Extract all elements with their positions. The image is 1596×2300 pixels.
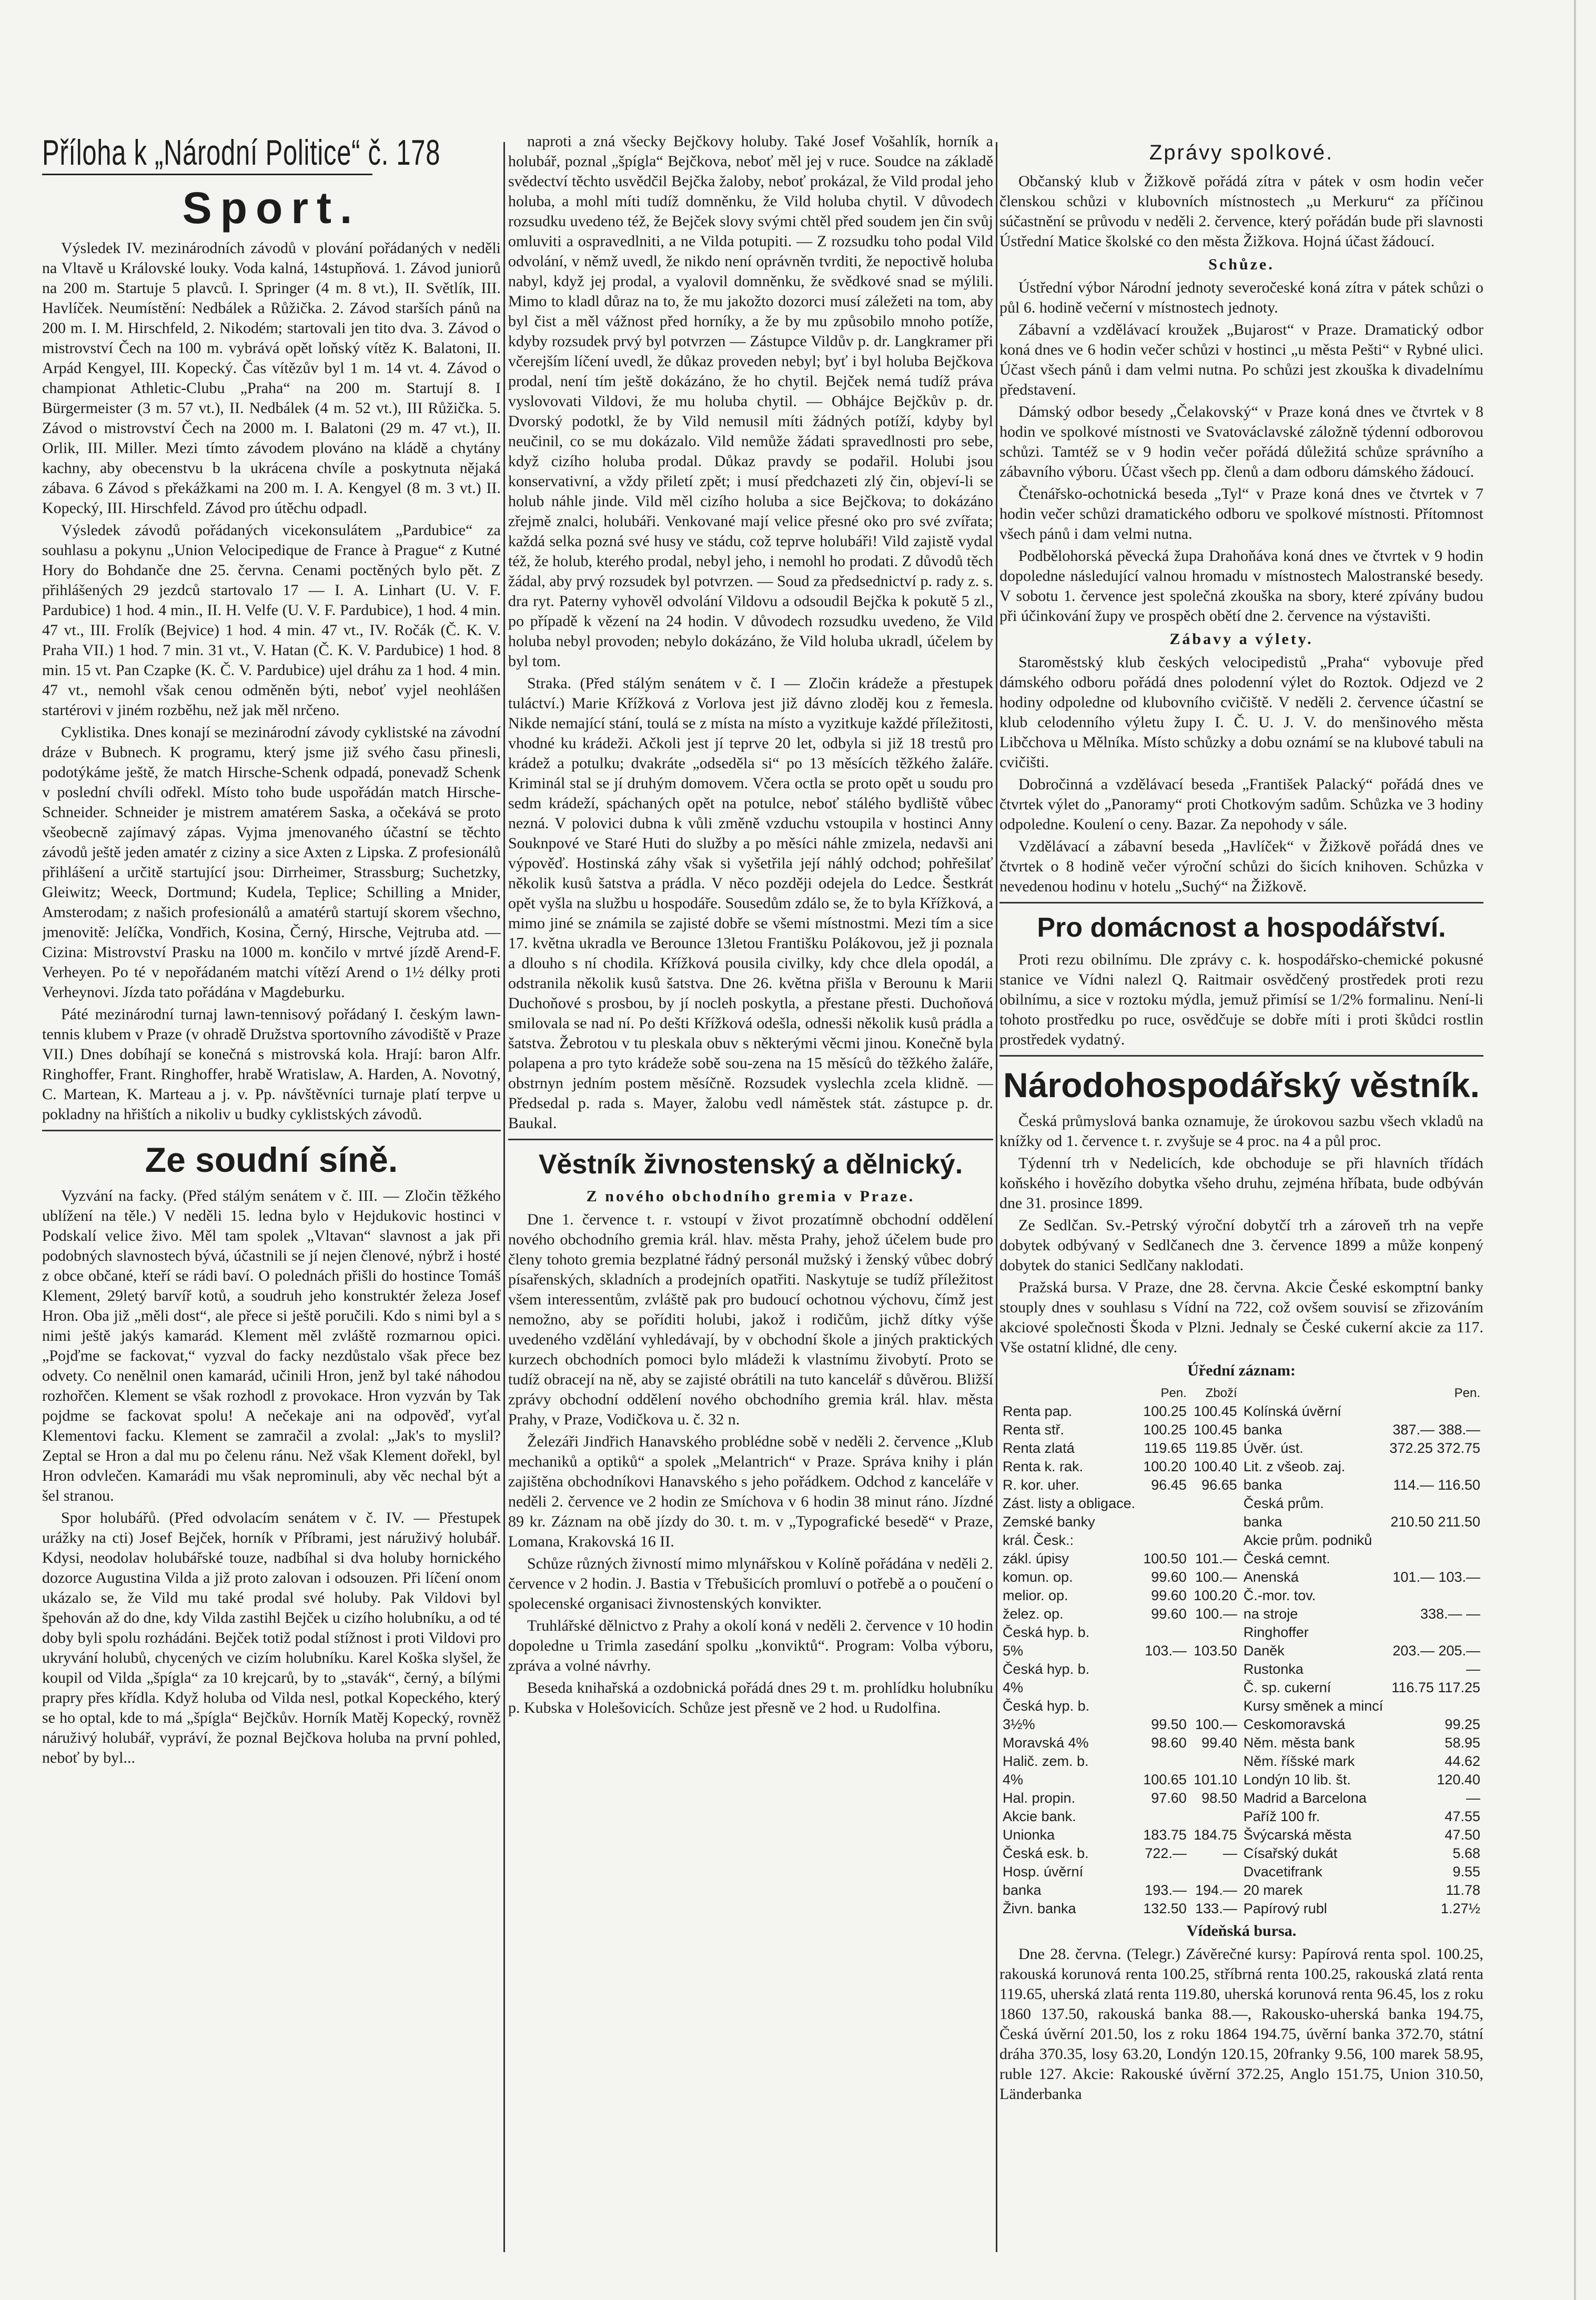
trades-paragraph: Truhlářské dělnictvo z Prahy a okolí koná v neděli 2. července v 10 hodin dopoledne u Trimla zasedání spolku „konviktů“. Program: Volba výboru, zpráva a volné návrhy.: [508, 1617, 993, 1674]
stock-cell: Madrid a Barcelona: [1243, 1790, 1367, 1806]
stock-cell: [1190, 1863, 1240, 1881]
stock-row: [999, 1807, 1483, 1826]
stock-cell: Ringhoffer: [1243, 1624, 1309, 1640]
court-continued: naproti a zná všecky Bejčkovy holuby. Také Josef Vošahlík, horník a holubář, poznal „špígla“ Bejčkova, neboť měl jej v ruce. Soudce na základě svědectví těchto usvědčil Bejčka žaloby, neboť prokázal, že Vild prodal jeho holuba, a mohl míti tudíž domněnku, že Vild holuba chytil. V důvodech rozsudku uvedeno též, že Bejček slovy svými chtěl před soudem jen čin svůj omluviti a ospravedlniti, a ne Vilda potupiti. — Z rozsudku toho podal Vild odvolání, v němž uvedl, že nikdo není oprávněn tvrditi, že nepoctivě holuba nabyl, když jej prodal, a vyalovil domněnku, že svědkové snad se mýlili. Mimo to kladl důraz na to, že mu jakožto dozorci musí záležeti na tom, aby byl čist a měl vážnost před horníky, a že by mu způsobilo mnoho potíže, kdyby rozsudek prvý byl potvrzen — Zástupce Vildův p. dr. Langkramer při včerejším líčení uvedl, že důkaz proveden nebyl; byť i byl holuba Bejčkova prodal, není tím ještě dokázáno, že ho chytil. Bejček nemá tudíž práva vyslovovati Vildovi, že mu holuba chytil. — Obhájce Bejčkův p. dr. Dvorský podotkl, že by Vild nemusil míti žádných potíží, kdyby byl neučinil, co se mu dokázalo. Vild nemůže žádati spravedlnosti pro sebe, když cizího holuba prodal. Důkaz pravdy se podařil. Holubi jsou konservativní, a vždy přiletí zpět; i musí předchazeti zlý čin, objeví-li se holub náhle jinde. Vild měl cizího holuba a sice Bejčkova; to dokázáno zřejmě znalci, holubáři. Venkované mají velice přesné oko pro své zvířata; každá selka pozná své husy ve stádu, což teprve holubáři! Vild zajistě vydal též, že holub, kterého prodal, nebyl jeho, i nemohl ho prodati. Z důvodů těch žádal, aby prvý rozsudek byl potvrzen. — Soud za předsednictví p. rady z. s. dra ryt. Paterny vyhověl odvolání Vildovu a odsoudil Bejčka k pokutě 5 zl., po případě k vězení na 24 hodin. V důvodech rozsudku uvedeno, že Vild holuba nebyl provoden; nebylo dokázáno, že Vild holuba ukradl, účelem by byl tom.: [508, 133, 993, 670]
stock-cell: 99.50: [1151, 1716, 1187, 1732]
stock-cell: 194.—: [1195, 1882, 1237, 1898]
stock-row: [999, 1900, 1483, 1918]
stock-cell: Renta k. rak.: [1003, 1459, 1084, 1474]
stock-cell: 100.45: [1194, 1422, 1237, 1438]
stock-cell: 100.20: [1143, 1459, 1187, 1474]
stock-cell: 100.25: [1143, 1422, 1187, 1438]
stock-cell: 103.50: [1194, 1643, 1237, 1659]
stock-cell: 119.65: [1144, 1440, 1187, 1456]
stock-cell: 101.10: [1194, 1772, 1237, 1787]
stock-cell: 210.50 211.50: [1390, 1514, 1480, 1530]
stock-cell: 133.—: [1195, 1901, 1237, 1916]
stock-cell: [1190, 1623, 1240, 1642]
stock-cell: komun. op.: [1003, 1569, 1073, 1585]
stock-cell: na stroje: [1243, 1606, 1298, 1622]
stock-cell: 9.55: [1452, 1864, 1480, 1880]
stock-cell: Kolínská úvěrní: [1243, 1403, 1341, 1419]
stock-cell: 11.78: [1446, 1882, 1480, 1898]
col-header-zbozi: Zboží: [1205, 1386, 1237, 1400]
trades-title: Věstník živnostenský a dělnický.: [538, 1149, 963, 1180]
stock-cell: Česká esk. b.: [1003, 1845, 1089, 1861]
stock-cell: Česká cemnt.: [1243, 1551, 1330, 1566]
stock-row: [999, 1476, 1483, 1494]
stock-cell: Renta stř.: [1003, 1422, 1065, 1438]
stock-cell: [1139, 1660, 1190, 1679]
stock-cell: 99.40: [1201, 1735, 1237, 1751]
sport-paragraph: Výsledek IV. mezinárodních závodů v plování pořádaných v neděli na Vltavě u Královské louky. Voda kalná, 14stupňová. 1. Závod juniorů na 200 m. Startuje 5 plavců. I. Springer (4 m. 8 vt.), II. Světlík, III. Havlíček. Neumístění: Nedbálek a Růžička. 2. Závod starších pánů na 200 m. I. M. Hirschfeld, 2. Nikodém; startovali jen tito dva. 3. Závod o mistrovství Čech na 100 m. vybrává opět loňský vítěz K. Balatoni, II. Arpád Kengyel, III. Kopecký. Čas vítězův byl 1 m. 14 vt. 4. Závod o championat Athletic-Clubu „Praha“ na 200 m. Startují 8. I Bürgermeister (3 m. 57 vt.), II. Nedbálek (4 m. 52 vt.), III Růžička. 5. Závod o mistrovství Čech na 2000 m. I. Balatoni (29 m. 47 vt.), II. Orlik, III. Miller. Mezi tímto závodem plováno na kládě a chytány kachny, aby obecenstvu b la ukrácena chvíle a poskytnuta nějaká zábava. 6 Závod s překážkami na 200 m. I. A. Kengyel (8 m. 3 vt.) II. Kopecký, III. Hirschfeld. Závod pro útěchu odpadl.: [42, 239, 501, 517]
stock-row: [999, 1623, 1483, 1642]
trip-item: Staroměstský klub českých velocipedistů „Praha“ vybovuje před dámského odboru pořádá dnes polodenní výlet do Roztok. Odjezd ve 2 hodiny odpoledne od klubovního cvičiště. V neděli 2. července účastní se klub celodenního výletu župy I. Č. U. J. V. do menšinového města Libčchova u Mělníka. Místo schůzky a dobu oznámí se na klubové tabuli na cvičišti.: [999, 654, 1483, 771]
stock-cell: 101.— 103.—: [1392, 1569, 1480, 1585]
stock-cell: Živn. banka: [1003, 1901, 1076, 1916]
stock-cell: [1139, 1679, 1190, 1697]
stock-cell: 98.50: [1201, 1790, 1237, 1806]
stock-row: [999, 1550, 1483, 1568]
stock-cell: 99.60: [1151, 1569, 1187, 1585]
stock-cell: Č. sp. cukerní: [1243, 1680, 1331, 1695]
stock-cell: R. kor. uher.: [1003, 1477, 1079, 1493]
stock-cell: [1386, 1550, 1483, 1568]
stock-row: [999, 1697, 1483, 1715]
column-rule: [996, 142, 997, 2252]
separator: [42, 1130, 501, 1131]
supplement-title: Příloha k „Národní Politice“ č. 178: [42, 132, 372, 175]
stock-cell: Londýn 10 lib. št.: [1243, 1772, 1351, 1787]
stock-row: [999, 1421, 1483, 1439]
stock-row: [999, 1844, 1483, 1863]
stock-cell: banka: [1243, 1422, 1282, 1438]
stock-cell: 387.— 388.—: [1392, 1422, 1480, 1438]
stock-cell: [1139, 1494, 1190, 1513]
stock-cell: Lit. z všeob. zaj.: [1243, 1459, 1346, 1474]
stock-cell: [1190, 1697, 1240, 1715]
stock-cell: 44.62: [1445, 1753, 1480, 1769]
stock-cell: Renta pap.: [1003, 1403, 1073, 1419]
economy-paragraph: Ze Sedlčan. Sv.-Petrský výroční dobytčí trh a zároveň trh na vepře dobytek odbývaný v Sedlčanech dne 3. července 1899 a může konpený dobytek do stanici Sedlčany naklodati.: [999, 1217, 1483, 1274]
page-edge: [1574, 0, 1576, 2300]
stock-row: [999, 1752, 1483, 1771]
stock-cell: Renta zlatá: [1003, 1440, 1075, 1456]
stock-cell: Úvěr. úst.: [1243, 1440, 1304, 1456]
stock-cell: 103.—: [1145, 1643, 1187, 1659]
stock-row: [999, 1771, 1483, 1789]
stock-cell: Dvacetifrank: [1243, 1864, 1322, 1880]
court-paragraph: Spor holubářů. (Před odvolacím senátem v č. IV. — Přestupek urážky na cti) Josef Bejček, horník v Příbrami, jest náruživý holubář. Kdysi, neodolav holubářské touze, nadbíhal si dva holuby hornického dozorce Augustina Vilda a již proto zalovan i odsouzen. Při líčení onom ukázalo se, že Vild mu také prodal své holuby. Pak Vildovi byl špehován až do dne, kdy Vilda zastihl Bejček u cizího holubníku, a od té doby byli spolu rozhádáni. Bejček totiž podal stížnost i proti Vildovi pro ukryvání holubů, chycených ve cizím holubníku. Karel Koška slyšel, že koupil od Vilda „špígla“ za 10 krejcarů, by to „stavák“, černý, a bílými prapry přes křídla. Když holuba od Vilda nesl, potkal Kopeckého, který se ho optal, kde to má „špígla“ Bejčkův. Horník Matěj Kopecký, rovněž náruživý holubář, vypráví, že poznal Bejčkova holuba na první pohled, neboť by byl...: [42, 1509, 501, 1766]
trades-paragraph: Železáři Jindřich Hanavského problédne sobě v neděli 2. července „Klub mechaniků a optiků“ a spolek „Melantrich“ v Praze. Správa knihy i plán zajištěna obchodníkovi Hanavského s jeho pořádkem. Odchod z kanceláře v neděli 2. července ve 2 hodin ze Smíchova v 6 hodin 38 minut ráno. Jízdné 89 kr. Záznam na obě jízdy do 30. t. m. v „Typografické besedě“ v Praze, Lomana, Krakovská 16 II.: [508, 1433, 993, 1550]
meeting-item: Ústřední výbor Národní jednoty severočeské koná zítra v pátek schůzi o půl 6. hodině večerní v místnostech jednoty.: [999, 279, 1483, 316]
stock-row: [999, 1402, 1483, 1421]
stock-cell: 100.45: [1194, 1403, 1237, 1419]
stock-cell: 20 marek: [1243, 1882, 1303, 1898]
stock-cell: Něm. města bank: [1243, 1735, 1355, 1751]
economy-paragraph: Česká průmyslová banka oznamuje, že úrokovou sazbu všech vkladů na knížky od 1. července t. r. zvyšuje se 4 proc. na 4 a půl proc.: [999, 1112, 1483, 1150]
stock-cell: Moravská 4%: [1003, 1735, 1089, 1751]
stock-row: [999, 1642, 1483, 1660]
stock-cell: 101.—: [1195, 1551, 1237, 1566]
stock-cell: Česká hyp. b.: [1003, 1698, 1090, 1714]
stock-cell: [1386, 1494, 1483, 1513]
stock-cell: 116.75 117.25: [1391, 1680, 1480, 1695]
stock-cell: Kursy směnek a mincí: [1243, 1698, 1383, 1714]
trades-paragraph: Schůze různých živností mimo mlynářskou v Kolíně pořádána v neděli 2. července v 2 hodin. J. Bastia v Třebušicích promluví o potřebě a o poučení o spolecenské organisaci živnostenských konvikter.: [508, 1555, 993, 1612]
sport-paragraph: Cyklistika. Dnes konají se mezinárodní závody cyklistské na závodní dráze v Bubnech. K programu, který jsme již svého času přinesli, podotýkáme ještě, že match Hirsche-Schenk odpadá, ponevadž Schenk v poslední chvíli odřekl. Místo toho bude uspořádán match Hirsche-Schneider. Schneider je mistrem amatérem Saska, a očekává se proto všeobecně zajímavý zápas. Vyjma jmenovaného účastní se těchto závodů ještě jeden amatér z ciziny a sice Axten z Lipska. Z profesionálů přihlášení a určitě startující jsou: Dirrheimer, Strassburg; Suchetzky, Gleiwitz; Weeck, Dortmund; Kudela, Teplice; Schilling a Mnider, Amsterodam; z našich profesionálů a amatérů startují skorem všechno, jmenovitě: Jelíčka, Vondřich, Kosina, Černý, Hirsche, Vejtruba atd. — Cizina: Mistrovství Prasku na 1000 m. končilo v mrtvé jízdě Arend-F. Verheyen. Po té v nepořádaném matchi vítězí Arend o 1½ délky proti Verheynovi. Jízda tato pořádána v Magdeburku.: [42, 724, 501, 1001]
trades-subhead: Z nového obchodního gremia v Praze.: [586, 1188, 915, 1205]
stock-cell: —: [1223, 1845, 1237, 1861]
trips-title: Zábavy a výlety.: [1169, 630, 1314, 648]
economy-paragraph: Týdenní trh v Nedelicích, kde obchoduje se při hlavních třídách koňského i hovězího dobytka všeho druhu, zejména hříbata, bude odbýván dne 31. prosince 1899.: [999, 1154, 1483, 1212]
stock-cell: banka: [1243, 1477, 1282, 1493]
stock-cell: 184.75: [1194, 1827, 1237, 1843]
stock-table: [999, 1384, 1483, 1918]
stock-row: [999, 1605, 1483, 1623]
stock-cell: 100.65: [1143, 1772, 1187, 1787]
trades-paragraph: Dne 1. července t. r. vstoupí v život prozatímně obchodní oddělení nového obchodního gremia král. hlav. města Prahy, jehož účelem bude pro členy tohoto gremia bezplatné řádný personál mužský i ženský vůbec dobrý písařenských, skladních a prodejních opatřiti. Naskytuje se tudíž příležitost všem interessentům, zvláště pak pro budoucí ochotnou výchovu, čímž jest nemožno, aby se poříditi holubi, jakož i rodičům, jichž dítky výše uvedeného vzdělání vyhledávají, by v obchodní škole a jiných praktických kurzech obchodních pomoci bylo mládeži k vlastnímu živobytí. Proto se tudíž obracejí na ně, aby se zajisté obrátili na tuto kancelář s důvěrou. Bližší zprávy obchodní oddělení nového obchodního gremia král. hlav. města Prahy, v Praze, Vodičkova u. č. 32 n.: [508, 1211, 993, 1428]
stock-cell: Něm. říšské mark: [1243, 1753, 1355, 1769]
stock-cell: 5%: [1003, 1643, 1024, 1659]
economy-paragraph: Pražská bursa. V Praze, dne 28. června. Akcie České eskomptní banky stouply dnes v souhlasu s Vídní na 722, což ovšem souvisí se zřizováním akciové společnosti Škoda v Plzni. Jednaly se České cukerní akcie za 117. Vše ostatní klidné, dle ceny.: [999, 1279, 1483, 1356]
trades-paragraph: Beseda knihařská a ozdobnická pořádá dnes 29 t. m. prohlídku holubníku p. Kubska v Holešovicích. Schůze jest přesně ve 2 hod. u Rudolfina.: [508, 1679, 993, 1716]
stock-cell: 100.50: [1143, 1551, 1187, 1566]
trip-item: Vzdělávací a zábavní beseda „Havlíček“ v Žižkově pořádá dnes ve čtvrtek o 8 hodině večer výroční schůzi do šicích knihoven. Schůzka v nevedenou hodinu v hotelu „Suchý“ na Žižkově.: [999, 838, 1483, 895]
stock-cell: [1386, 1402, 1483, 1421]
stock-cell: [1139, 1623, 1190, 1642]
meeting-item: Čtenářsko-ochotnická beseda „Tyl“ v Praze koná dnes ve čtvrtek v 7 hodin večer schůzi dramatického odboru ve spolkové místnosti. Přítomnost všech pánů i dam velmi nutna.: [999, 485, 1483, 543]
stock-row: [999, 1863, 1483, 1881]
column-rule: [503, 142, 505, 2252]
stock-cell: zákl. úpisy: [1003, 1551, 1069, 1566]
stock-cell: 203.— 205.—: [1392, 1643, 1480, 1659]
stock-cell: Hosp. úvěrní: [1003, 1864, 1084, 1880]
stock-cell: [1190, 1513, 1240, 1531]
stock-row: [999, 1789, 1483, 1807]
stock-cell: [1139, 1863, 1190, 1881]
stock-cell: 100.40: [1194, 1459, 1237, 1474]
stock-cell: Zemské banky: [1003, 1514, 1095, 1530]
stock-row: [999, 1679, 1483, 1697]
sport-title: Sport.: [182, 183, 361, 233]
stock-cell: Anenská: [1243, 1569, 1299, 1585]
clubs-title: Zprávy spolkové.: [1149, 141, 1334, 164]
stock-cell: [1190, 1752, 1240, 1771]
stock-cell: 1.27½: [1440, 1901, 1480, 1916]
vienna-text: Dne 28. června. (Telegr.) Závěrečné kursy: Papírová renta spol. 100.25, rakouská korunová renta 100.25, stříbrná renta 100.25, rakouská zlatá renta 119.65, uherská zlatá renta 119.80, uherská korunová renta 96.45, los z roku 1860 137.50, rakouská banka 88.—, Rakousko-uherská banka 194.75, Česká úvěrní 201.50, los z roku 1864 194.75, úvěrní banka 372.70, státní dráha 370.35, losy 63.20, Londýn 120.15, 20franky 9.56, 100 marek 58.95, ruble 127. Akcie: Rakouské úvěrní 372.25, Anglo 151.75, Union 310.50, Länderbanka: [999, 1945, 1483, 2103]
court-paragraph: Straka. (Před stálým senátem v č. I — Zločin krádeže a přestupek tuláctví.) Marie Křížková z Vorlova jest již dávno zloděj kou z řemesla. Nikde nemající stání, toulá se z místa na místo a vyzitkuje každé příležitosti, vhodné ku krádeži. Ačkoli jest jí teprve 20 let, odbyla si již 18 trestů pro krádež a potulku; dvakráte „odseděla si“ po 13 měsících těžkého žaláře. Kriminál stal se jí druhým domovem. Včera octla se proto opět u soudu pro sedm krádeží, spáchaných opět na potulce, neboť stálého bydliště vůbec nezná. V polovici dubna k vůli změně vzduchu vstoupila v hostinci Anny Souknpové ve Staré Huti do služby a po měsíci náhle zmizela, nedavši ani výpověď. Hostinská záhy však si vyšetřila její náhlý odchod; pohřešilať několik kusů šatstva a prádla. V něco později odejela do Ledce. Šestkrát opět vyšla na službu u hospodáře. Sousedům zdálo se, že to byla Křížková, a mimo jiné se známila se zajisté dobře se všemi místnostmi. Mezi tím a sice 17. května ukradla ve Berounce 13letou Františku Polákovou, jež ji poznala a dlouho s ní chodila. Křížková pousila civilky, kdy chce dlela opodál, a odstranila několik kusů šatstva. Dne 26. května přišla v Berounu k Marii Duchoňové s prosbou, by jí nocleh poskytla, a přestane přesti. Duchoňová smilovala se nad ní. Po dešti Křížková odešla, odnesši několik kusů prádla a šatstva. Žebrotou v tu pleskala obuv s některými věcmi jinou. Konečně byla polapena a pro tyto krádeže sobě sou-zena na 15 měsíců do těžkého žaláře, obstrnyn jedním postem měsíčně. Rozsudek vyslechla zcela klidně. — Předsedal p. rada s. Mayer, žalobu vedl náměstek stát. zástupce p. dr. Baukal.: [508, 675, 993, 1132]
stock-row: [999, 1458, 1483, 1476]
stock-row: [999, 1586, 1483, 1605]
stock-row: [999, 1660, 1483, 1679]
stock-cell: Akcie bank.: [1003, 1809, 1076, 1824]
stock-cell: [1139, 1513, 1190, 1531]
stock-cell: 100.20: [1194, 1588, 1237, 1603]
stock-row: [999, 1734, 1483, 1752]
stock-row: [999, 1568, 1483, 1586]
meetings-title: Schůze.: [1208, 256, 1275, 273]
stock-cell: 96.65: [1201, 1477, 1237, 1493]
stock-cell: Císařský dukát: [1243, 1845, 1338, 1861]
stock-row: [999, 1826, 1483, 1844]
stock-cell: 183.75: [1143, 1827, 1187, 1843]
stock-cell: [1139, 1531, 1190, 1550]
separator: [508, 1139, 993, 1140]
sport-paragraph: Výsledek závodů pořádaných vicekonsulátem „Pardubice“ za souhlasu a pokynu „Union Velocipedique de France à Prague“ z Kutné Hory do Bohdanče dne 25. června. Cenami poctěných bylo pět. Z přihlášených 29 jezdců startovalo 17 — I. A. Linhart (U. V. F. Pardubice) 1 hod. 4 min., II. H. Velfe (U. V. F. Pardubice), 1 hod. 4 min. 47 vt., III. Frolík (Bejvice) 1 hod. 4 min. 47 vt., IV. Ročák (Č. K. V. Praha VII.) 1 hod. 7 min. 31 vt., V. Hatan (Č. K. V. Pardubice) 1 hod. 8 min. 15 vt. Pan Czapke (K. Č. V. Pardubice) ujel dráhu za 1 hod. 4 min. 47 vt., nemohl však cenou odměněn býti, neboť vyjel neohlášen startérovi v jiném rozběhu, než jak měl nrčeno.: [42, 521, 501, 719]
stock-cell: —: [1466, 1790, 1480, 1806]
stock-cell: [1386, 1623, 1483, 1642]
stock-header-row: [999, 1384, 1483, 1402]
stock-row: [999, 1531, 1483, 1550]
meeting-item: Zábavní a vzdělávací kroužek „Bujarost“ v Praze. Dramatický odbor koná dnes ve 6 hodin večer schůzi v hostinci „u města Pešti“ v Rybné ulici. Účast všech pánů i dam velmi nutna. Po schůzi jest zkouška k divadelnímu představení.: [999, 321, 1483, 398]
stock-cell: 3½%: [1003, 1716, 1035, 1732]
stock-row: [999, 1439, 1483, 1458]
stock-cell: 99.60: [1151, 1588, 1187, 1603]
stock-cell: [1386, 1586, 1483, 1605]
stock-cell: 372.25 372.75: [1389, 1440, 1480, 1456]
stock-cell: melior. op.: [1003, 1588, 1068, 1603]
stock-row: [999, 1881, 1483, 1900]
stock-cell: 119.85: [1195, 1440, 1237, 1456]
stock-cell: Rustonka: [1243, 1661, 1304, 1677]
stock-cell: [1190, 1660, 1240, 1679]
stock-cell: 100.—: [1195, 1569, 1237, 1585]
stock-cell: 47.50: [1445, 1827, 1480, 1843]
economy-title: Národohospodářský věstník.: [1003, 1066, 1480, 1104]
stock-cell: 98.60: [1151, 1735, 1187, 1751]
stock-cell: 114.— 116.50: [1393, 1477, 1480, 1493]
court-paragraph: Vyzvání na facky. (Před stálým senátem v č. III. — Zločin těžkého ublížení na těle.) V neděli 15. ledna bylo v Hejdukovic hostinci v Podskalí velice živo. Měl tam spolek „Vltavan“ slavnost a jak při podobných slavnostech bývá, účastnili se jí nejen členové, nýbrž i hosté z obce občané, kteří se rádi baví. O polednách přišli do hostince Tomáš Klement, 29letý barvíř kotů, a soudruh jeho konstruktér železa Josef Hron. Oba již „měli dost“, ale přece si ještě poručili. Kdo s nimi byl a s nimi ještě jakýs kamarád. Klement měl zvláště rozmarnou opici. „Pojďme se fackovat,“ vyzval do facky nezdůstalo však přece bez odvety. Co nenělnil onen kamarád, učinili Hron, jenž byl také náhodou rozhořčen. Klement se však rozhodl z provokace. Hron vyzván by Tak pojdme se fackovat spolu! A nečekaje ani na odpověď, vyťal Klementovi facku. Klement se zamračil a zvolal: „Jak's to myslil? Zeptal se Hron a dal mu po čelenu ránu. Než však Klement dořekl, byl Hron odvlečen. Kamarádi mu však neprominuli, aby věc nechal být a šel stranou.: [42, 1187, 501, 1504]
household-text: Proti rezu obilnímu. Dle zprávy c. k. hospodářsko-chemické pokusné stanice ve Vídni nalezl Q. Raitmair osvědčený prostředek proti rezu obilnímu, a sice v roztoku mýdla, jemuž přimísí se 1/2% formalinu. Není-li tohoto prostředku po ruce, osvědčuje se dobře míti i proti škůdci rostlin prostředek vydatný.: [999, 951, 1483, 1048]
stock-cell: Č.-mor. tov.: [1243, 1588, 1316, 1603]
stock-cell: banka: [1243, 1514, 1282, 1530]
stock-cell: —: [1466, 1661, 1480, 1677]
stock-cell: 47.55: [1445, 1809, 1480, 1824]
stock-cell: 722.—: [1145, 1845, 1187, 1861]
stock-cell: Halič. zem. b.: [1003, 1753, 1089, 1769]
col-header-pen: Pen.: [1160, 1386, 1187, 1400]
separator: [999, 902, 1483, 903]
stock-cell: 100.25: [1143, 1403, 1187, 1419]
clubs-intro: Občanský klub v Žižkově pořádá zítra v pátek v osm hodin večer členskou schůzi v klubovních místnostech „u Merkuru“ za příčinou súčastnění se průvodu v neděli 2. července, který pořádán bude při slavnosti Ústřední Matice školské co den města Žižkova. Hojná účast žádoucí.: [999, 173, 1483, 250]
sport-paragraph: Páté mezinárodní turnaj lawn-tennisový pořádaný I. českým lawn-tennis klubem v Praze (v ohradě Družstva sportovního závodiště v Praze VII.) Dnes dobíhají se konečná s mistrovská kola. Hrají: baron Alfr. Ringhoffer, Frant. Ringhoffer, hrabě Wratislaw, A. Harden, A. Novotný, C. Martean, K. Marteau a j. v. Pp. návštěvníci turnaje platí terpve u pokladny na hřištích a nikoliv u budky cyklistských závodů.: [42, 1006, 501, 1123]
column-1: [42, 132, 501, 2257]
stock-cell: Papírový rubl: [1243, 1901, 1327, 1916]
stock-cell: [1190, 1807, 1240, 1826]
stock-cell: [1139, 1697, 1190, 1715]
column-3: [999, 132, 1483, 2257]
stock-cell: 100.—: [1195, 1716, 1237, 1732]
separator: [999, 1055, 1483, 1057]
stock-cell: želez. op.: [1003, 1606, 1064, 1622]
stock-cell: banka: [1003, 1882, 1042, 1898]
stock-cell: Daněk: [1243, 1643, 1285, 1659]
stock-cell: král. Česk.:: [1003, 1532, 1074, 1548]
stock-cell: [1190, 1494, 1240, 1513]
stock-cell: Švýcarská města: [1243, 1827, 1352, 1843]
stock-cell: Česká hyp. b.: [1003, 1661, 1090, 1677]
court-title: Ze soudní síně.: [145, 1140, 398, 1179]
stock-cell: Ceskomoravská: [1243, 1716, 1346, 1732]
household-title: Pro domácnost a hospodářství.: [1037, 912, 1446, 943]
stock-cell: [1139, 1752, 1190, 1771]
vienna-title: Vídeňská bursa.: [1186, 1922, 1297, 1940]
stock-cell: 132.50: [1143, 1901, 1187, 1916]
stock-cell: Česká prům.: [1243, 1495, 1324, 1511]
stock-cell: Akcie prům. podniků: [1243, 1532, 1372, 1548]
official-title: Úřední záznam:: [1187, 1362, 1296, 1379]
stock-cell: 193.—: [1145, 1882, 1187, 1898]
stock-row: [999, 1513, 1483, 1531]
stock-cell: [1386, 1531, 1483, 1550]
trip-item: Dobročinná a vzdělávací beseda „František Palacký“ pořádá dnes ve čtvrtek výlet do „Panoramy“ proti Chotkovým sadům. Schůzka ve 3 hodiny odpoledne. Koulení o ceny. Bazar. Za nepohody v sále.: [999, 776, 1483, 833]
stock-cell: [1386, 1458, 1483, 1476]
column-2: [508, 132, 993, 2257]
stock-row: [999, 1715, 1483, 1734]
stock-cell: 100.—: [1195, 1606, 1237, 1622]
stock-cell: [1386, 1697, 1483, 1715]
stock-cell: 4%: [1003, 1772, 1024, 1787]
stock-cell: 120.40: [1437, 1772, 1480, 1787]
stock-cell: Česká hyp. b.: [1003, 1624, 1090, 1640]
stock-cell: 96.45: [1151, 1477, 1187, 1493]
stock-cell: 338.— —: [1420, 1606, 1480, 1622]
stock-cell: Paříž 100 fr.: [1243, 1809, 1320, 1824]
stock-cell: 4%: [1003, 1680, 1024, 1695]
col-header-pen: Pen.: [1454, 1386, 1480, 1400]
stock-cell: 99.60: [1151, 1606, 1187, 1622]
meeting-item: Dámský odbor besedy „Čelakovský“ v Praze koná dnes ve čtvrtek v 8 hodin ve spolkové místnosti ve Svatováclavské záložně týdenní odborovou schůzi. Tamtéž se v 9 hodin večer pořádá důležitá schůze správního a zábavního výboru. Účast všech pp. členů a dam odboru dámského žádoucí.: [999, 403, 1483, 480]
stock-cell: [1139, 1807, 1190, 1826]
stock-cell: 97.60: [1151, 1790, 1187, 1806]
stock-cell: Hal. propin.: [1003, 1790, 1076, 1806]
stock-cell: 5.68: [1452, 1845, 1480, 1861]
stock-row: [999, 1494, 1483, 1513]
stock-cell: 58.95: [1445, 1735, 1480, 1751]
meeting-item: Podbělohorská pěvecká župa Drahoňáva koná dnes ve čtvrtek v 9 hodin dopoledne následující valnou hromadu v místnostech Malostranské besedy. V sobotu 1. července jest společná zkouška na sbory, které zpívány budou při účinkování župy ve prospěch obětí dne 2. července na výstavišti.: [999, 547, 1483, 625]
stock-cell: [1190, 1531, 1240, 1550]
stock-cell: [1190, 1679, 1240, 1697]
stock-cell: Unionka: [1003, 1827, 1055, 1843]
stock-cell: 99.25: [1445, 1716, 1480, 1732]
stock-cell: Zást. listy a obligace.: [1003, 1495, 1136, 1511]
